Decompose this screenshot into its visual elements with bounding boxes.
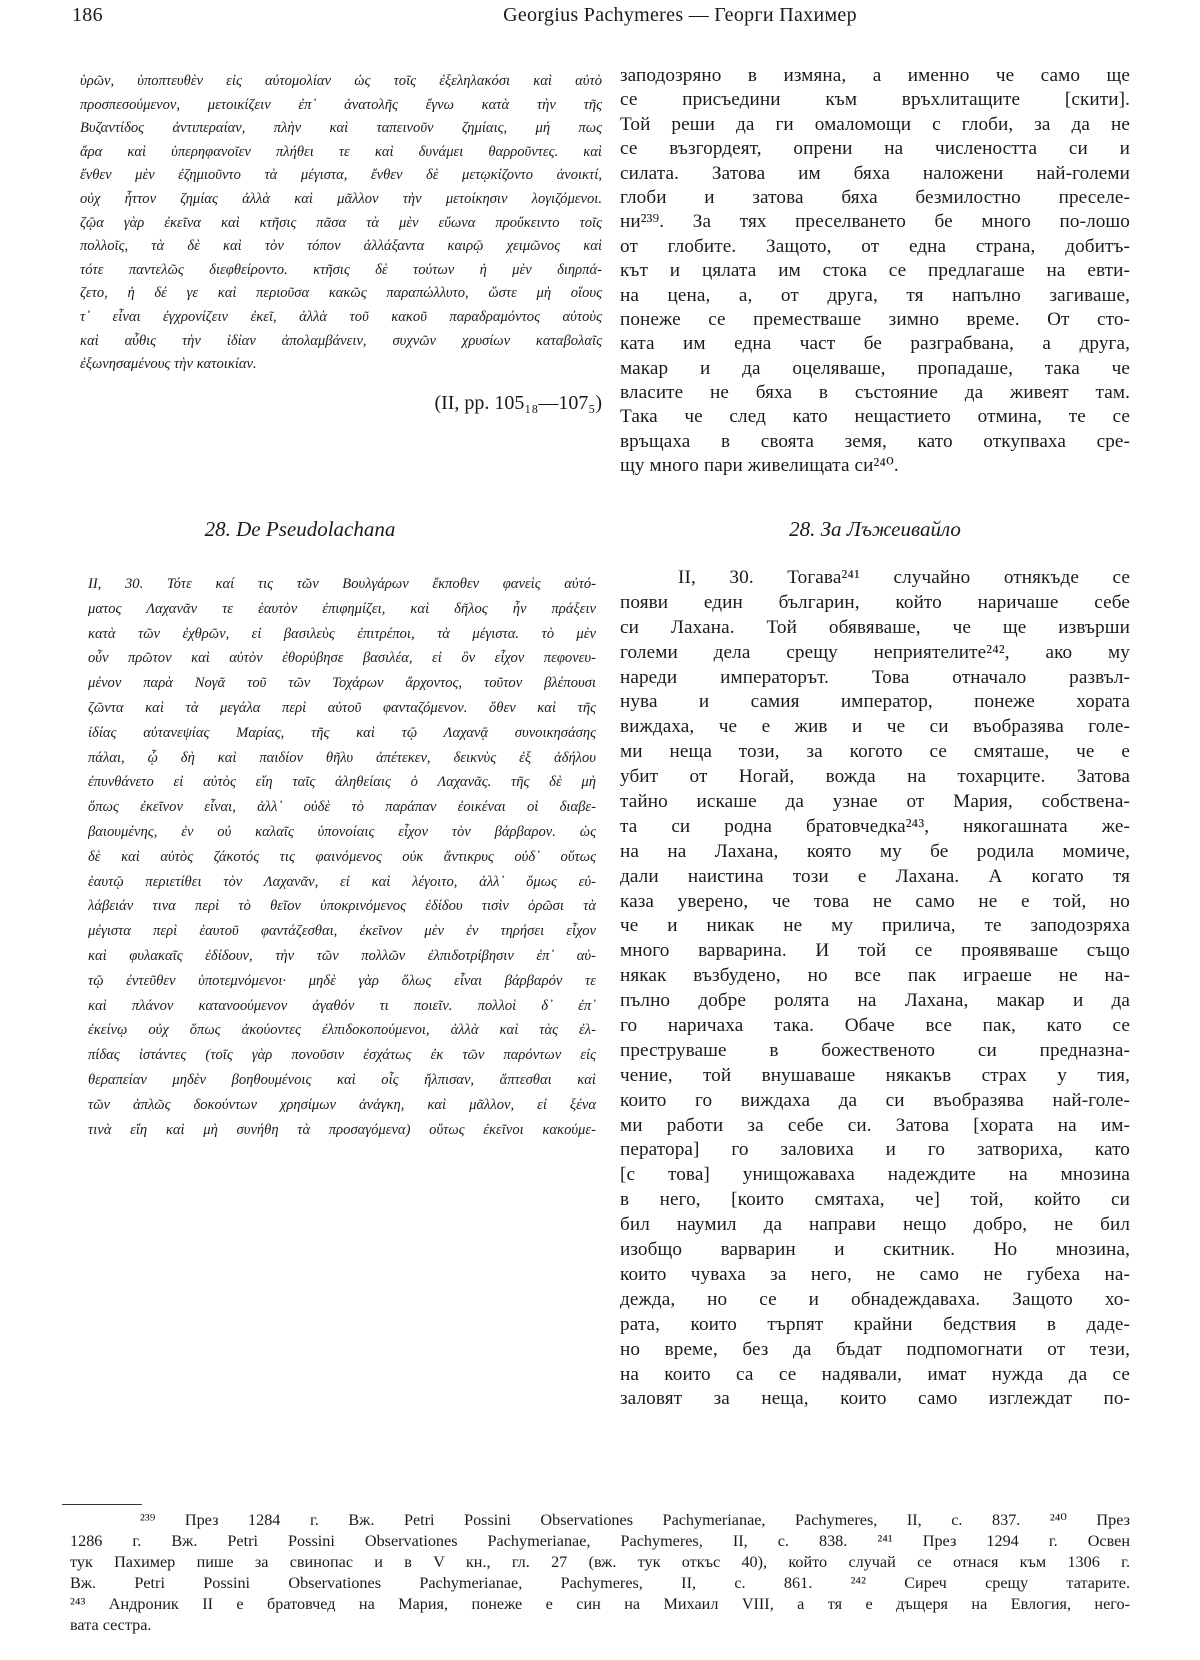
text-line: [с това] унищожаваха надеждите на мнозина [620, 1164, 1130, 1186]
text-line: ζῶντα καὶ τὰ μεγάλα περὶ αὐτοῦ φανταζόμενον. ὅθεν καὶ τῆς [88, 699, 596, 716]
text-line: δὲ καὶ αὐτὸς ζάκοτός τις φαινόμενος οὐκ ἄντικρυς οὐδ᾽ οὕτως [88, 848, 596, 865]
text-line: чение, той внушаваше някакъв страх у тия, [620, 1064, 1130, 1086]
text-line: ката им една част бе разграбвана, а друга, [620, 333, 1130, 355]
text-line: на цена, а, от друга, тя напълно загиваше, [620, 284, 1130, 306]
footnote-divider [62, 1504, 142, 1505]
text-line: θεραπείαν μηδὲν βοηθουμένοις καὶ οἷς ἤλπισαν, ἅπτεσθαι καὶ [88, 1071, 596, 1088]
text-line: μένον παρὰ Νογᾶ τοῦ τῶν Τοχάρων ἄρχοντος, τοῦτον βλέπουσι [88, 675, 596, 692]
text-line: щу много пари живелищата си²⁴⁰. [620, 455, 899, 477]
text-line: βαιουμένης, ἐν οὐ καλαῖς ὑπονοίαις εἶχον τὸν βάρβαρον. ὡς [88, 823, 596, 840]
text-line: προσπεσούμενον, μετοικίζειν ἐπ᾽ ἀνατολῆς ἔγνω κατὰ τὴν τῆς [80, 96, 602, 113]
text-line: ²³⁹ През 1284 г. Вж. Petri Possini Observationes Pachymerianae, Pachymeres, II, с. 837. ²⁴⁰ През [140, 1511, 1130, 1529]
text-line: Вж. Petri Possini Observationes Pachymerianae, Pachymeres, II, с. 861. ²⁴² Сиреч срещу татарите. [70, 1574, 1130, 1592]
text-line: виждаха, че е жив и че си въобразява голе- [620, 716, 1130, 738]
text-line: нува и самия император, понеже хората [620, 691, 1130, 713]
text-line: но време, без да бъдат подпомогнати от тези, [620, 1338, 1130, 1360]
text-line: ἰδίας αὐτανεψίας Μαρίας, τῆς καὶ τῷ Λαχανᾷ συνοικησάσης [88, 724, 596, 741]
text-line: μέγιστα περὶ ἑαυτοῦ φαντάζεσθαι, ἐκεῖνον μὲν ἐν τηρήσει εἶχον [88, 923, 596, 940]
text-line: 1286 г. Вж. Petri Possini Observationes Pachymerianae, Pachymeres, II, с. 838. ²⁴¹ През 1294 г. Освен [70, 1532, 1130, 1550]
text-line: καὶ πλάνον κατανοούμενον ἀγαθόν τι ποιεῖν. πολλοὶ δ᾽ ἐπ᾽ [88, 997, 596, 1014]
text-line: τότε παντελῶς διεφθείροντο. κτῆσις δὲ τούτων ἡ μὲν διηρπά- [80, 261, 602, 278]
text-line: τινὰ εἴη καὶ μὴ συνήθη τὰ προσαγόμενα) οὕτως ἐκεῖνοι κακούμε- [88, 1121, 596, 1138]
text-line: τ᾽ εἶναι ἐγχρονίζειν ἐκεῖ, ἀλλὰ τοῦ κακοῦ παραδραμόντος αὐτοὺς [80, 308, 602, 325]
text-line: та си родна братовчедка²⁴³, някогашната же- [620, 815, 1130, 837]
text-line: οὖν πρῶτον καὶ αὐτὸν ἐθορύβησε βασιλέα, εἰ ὃν εἶχον πεφονευ- [88, 650, 596, 667]
text-line: рата, които търпят крайни бедствия в даде- [620, 1313, 1130, 1335]
source-citation: (II, pp. 105₁₈—107₅) [434, 392, 602, 414]
text-line: οὐχ ἧττον ζημίας ἀλλὰ καὶ μᾶλλον τὴν μετοίκησιν λογιζόμενοι. [80, 190, 602, 207]
text-line: ὅπως ἐκεῖνον εἶναι, ἀλλ᾽ οὐδὲ τὸ παράπαν ἐοικέναι οἱ διαβε- [88, 799, 596, 816]
text-line: πίδας ἱστάντες (τοῖς γὰρ πονοῦσιν ἐσχάτως ἐκ τῶν παρόντων εἰς [88, 1047, 596, 1064]
text-line: II, 30. Τότε καί τις τῶν Βουλγάρων ἔκποθεν φανεὶς αὐτό- [88, 576, 596, 592]
text-line: понеже се преместваше зимно време. От сто- [620, 308, 1130, 330]
text-line: вата сестра. [70, 1616, 152, 1634]
text-line: от глобите. Защото, от една страна, добитъ- [620, 235, 1130, 257]
text-line: ни²³⁹. За тях преселването бе много по-лошо [620, 211, 1130, 233]
text-line: λάβειάν τινα περὶ τὸ θεῖον ὑποκρινόμενος ἐδίδου τισὶν ὁρῶσι τὰ [88, 898, 596, 915]
text-line: ἐξωνησαμένους τὴν κατοικίαν. [80, 356, 257, 373]
text-line: макар и да оцеляваше, пропадаше, така че [620, 357, 1130, 379]
text-line: се присъедини към връхлитащите [скити]. [620, 89, 1130, 111]
text-line: ἐπυνθάνετο εἰ αὐτὸς εἴη ταῖς ἀληθείαις ὁ Λαχανᾶς. τῆς δὲ μὴ [88, 774, 596, 791]
text-line: големи дела срещу неприятелите²⁴², ако му [620, 641, 1130, 663]
text-line: дежда, но се и обнадеждаваха. Защото хо- [620, 1288, 1130, 1310]
text-line: πάλαι, ᾧ δὴ καὶ παιδίον θῆλυ ἀπέτεκεν, δεικνὺς ἐξ ἀδήλου [88, 749, 596, 766]
text-line: καὶ φυλακαῖς ἐδίδουν, τὴν τῶν πολλῶν ἐλπιδοτρίβησιν ἐπ᾽ αὐ- [88, 947, 596, 964]
text-line: много варварина. И той се проявяваше също [620, 940, 1130, 962]
text-line: изобщо варварин и скитник. Но мнозина, [620, 1239, 1130, 1261]
greek-excerpt-2 [88, 572, 596, 1142]
text-line: дали наистина този е Лахана. А когато тя [620, 865, 1130, 887]
text-line: силата. Затова им бяха наложени най-големи [620, 162, 1130, 184]
text-line: ἐκείνῳ οὐχ ὅπως ἀκούοντες ἐλπιδοκοπούμενοι, ἀλλὰ καὶ τὰς ἐλ- [88, 1022, 596, 1039]
text-line: тайно искаше да узнае от Мария, собствена- [620, 791, 1130, 813]
text-line: τῶν ἁπλῶς δοκούντων χρησίμων ἀνάγκη, καὶ μᾶλλον, εἰ ξένα [88, 1096, 596, 1113]
text-line: κατὰ τῶν ἐχθρῶν, εἰ βασιλεὺς ἐπιτρέποι, τὰ μέγιστα. τὸ μὲν [88, 625, 596, 642]
text-line: II, 30. Тогава²⁴¹ случайно отнякъде се [678, 567, 1130, 588]
text-line: Βυζαντίδος ἀντιπεραίαν, πλὴν καὶ ταπεινοῦν ζημίαις, μή πως [80, 120, 602, 137]
text-line: καὶ αὖθις τὴν ἰδίαν ἀπολαμβάνειν, συχνῶν χρυσίων καταβολαῖς [80, 332, 602, 349]
page-number: 186 [72, 4, 103, 26]
text-line: Той реши да ги омаломощи с глоби, за да не [620, 113, 1130, 135]
text-line: каза уверено, че това не само не е той, но [620, 890, 1130, 912]
text-line: ²⁴³ Андроник II е братовчед на Мария, понеже е син на Михаил VIII, а тя е дъщеря на Евлогия, него- [70, 1595, 1130, 1613]
text-line: в него, [които смятаха, че] той, който си [620, 1189, 1130, 1211]
text-line: някак възбудено, но все пак играеше не на- [620, 965, 1130, 987]
text-line: го наричаха така. Обаче все пак, като се [620, 1015, 1130, 1037]
text-line: ματος Λαχανᾶν τε ἑαυτὸν ἐπιφημίζει, καὶ δῆλος ἦν πράξειν [88, 600, 596, 617]
text-line: че и никак не му прилича, те заподозряха [620, 915, 1130, 937]
text-line: които чуваха за него, не само не губеха на- [620, 1263, 1130, 1285]
text-line: връщаха в своята земя, като откупваха сре- [620, 430, 1130, 452]
text-line: тук Пахимер пише за свинопас и в V кн., гл. 27 (вж. тук откъс 40), който случай се отнася към 1306 г. [70, 1553, 1130, 1571]
section-heading-latin: 28. De Pseudolachana [204, 517, 396, 541]
text-line: ми работи за себе си. Затова [хората на им- [620, 1114, 1130, 1136]
text-line: заловят за неща, които само изглеждат по- [620, 1388, 1130, 1410]
greek-excerpt-1 [80, 70, 602, 377]
section-heading-bulgarian: 28. За Лъжеивайло [789, 517, 961, 541]
text-line: кът и цялата им стока се предлагаше на евти- [620, 260, 1130, 282]
running-title: Georgius Pachymeres — Георги Пахимер [503, 4, 857, 26]
text-line: πολλοῖς, τὰ δὲ καὶ τὸν τόπον ἀλλάξαντα καιρῷ χειμῶνος καὶ [80, 238, 602, 255]
text-line: на които са се надявали, имат нужда да се [620, 1363, 1130, 1385]
text-line: си Лахана. Той обявяваше, че ще извърши [620, 616, 1130, 638]
text-line: пълно добре ролята на Лахана, макар и да [620, 990, 1130, 1012]
text-line: се възгордеят, опрени на числеността си и [620, 138, 1130, 160]
text-line: Така че след като нещастието отмина, те се [620, 406, 1130, 428]
text-line: преструваше в божественото си предназна- [620, 1039, 1130, 1061]
text-line: τῷ ἐντεῦθεν ὑποτεμνόμενοι· μηδὲ γὰρ ὅλως εἶναι βάρβαρόν τε [88, 972, 596, 989]
text-line: на на Лахана, която му бе родила момиче, [620, 840, 1130, 862]
text-line: ἄρα καὶ ὑπερηφανοῖεν πλήθει τε καὶ δυνάμει θαρροῦντες. καὶ [80, 143, 602, 160]
text-line: ператора] го заловиха и го затвориха, като [620, 1139, 1130, 1161]
text-line: убит от Ногай, вожда на тохарците. Затова [620, 766, 1130, 788]
text-line: глоби и затова бяха безмилостно преселе- [620, 186, 1130, 208]
text-line: ἔνθεν μὲν ἐζημιοῦντο τὰ μέγιστα, ἔνθεν δὲ μετῳκίζοντο ἀνοικτί, [80, 167, 602, 184]
text-line: ὑρῶν, ὑποπτευθὲν εἰς αὐτομολίαν ὡς τοῖς ἐξεληλακόσι καὶ αὐτὸ [80, 73, 602, 89]
text-line: ἑαυτῷ περιετίθει τὸν Λαχανᾶν, εἰ καὶ λέγοιτο, ἀλλ᾽ ὅμως εὐ- [88, 873, 596, 890]
text-line: бил наумил да направи нещо добро, не бил [620, 1214, 1130, 1236]
text-line: ζετο, ἡ δέ γε καὶ περιοῦσα κακῶς παραπώλλυτο, ὥστε μὴ οἵους [80, 285, 602, 302]
text-line: появи един българин, който наричаше себе [620, 591, 1130, 613]
text-line: нареди императорът. Това отначало развъл- [620, 666, 1130, 688]
text-line: ζῷα γὰρ ἐκεῖνα καὶ κτῆσις πᾶσα τὰ μὲν εὔωνα προὔκειντο τοῖς [80, 214, 602, 231]
bulgarian-excerpt-1 [620, 64, 1130, 479]
text-line: власите не бяха в състояние да живеят там. [620, 382, 1130, 404]
bulgarian-excerpt-2 [620, 566, 1130, 1412]
footnotes [70, 1510, 1130, 1636]
text-line: които го виждаха да си въобразява най-голе- [620, 1089, 1130, 1111]
text-line: ми неща този, за когото се смяташе, че е [620, 741, 1130, 763]
text-line: заподозряно в измяна, а именно че само ще [620, 65, 1130, 86]
